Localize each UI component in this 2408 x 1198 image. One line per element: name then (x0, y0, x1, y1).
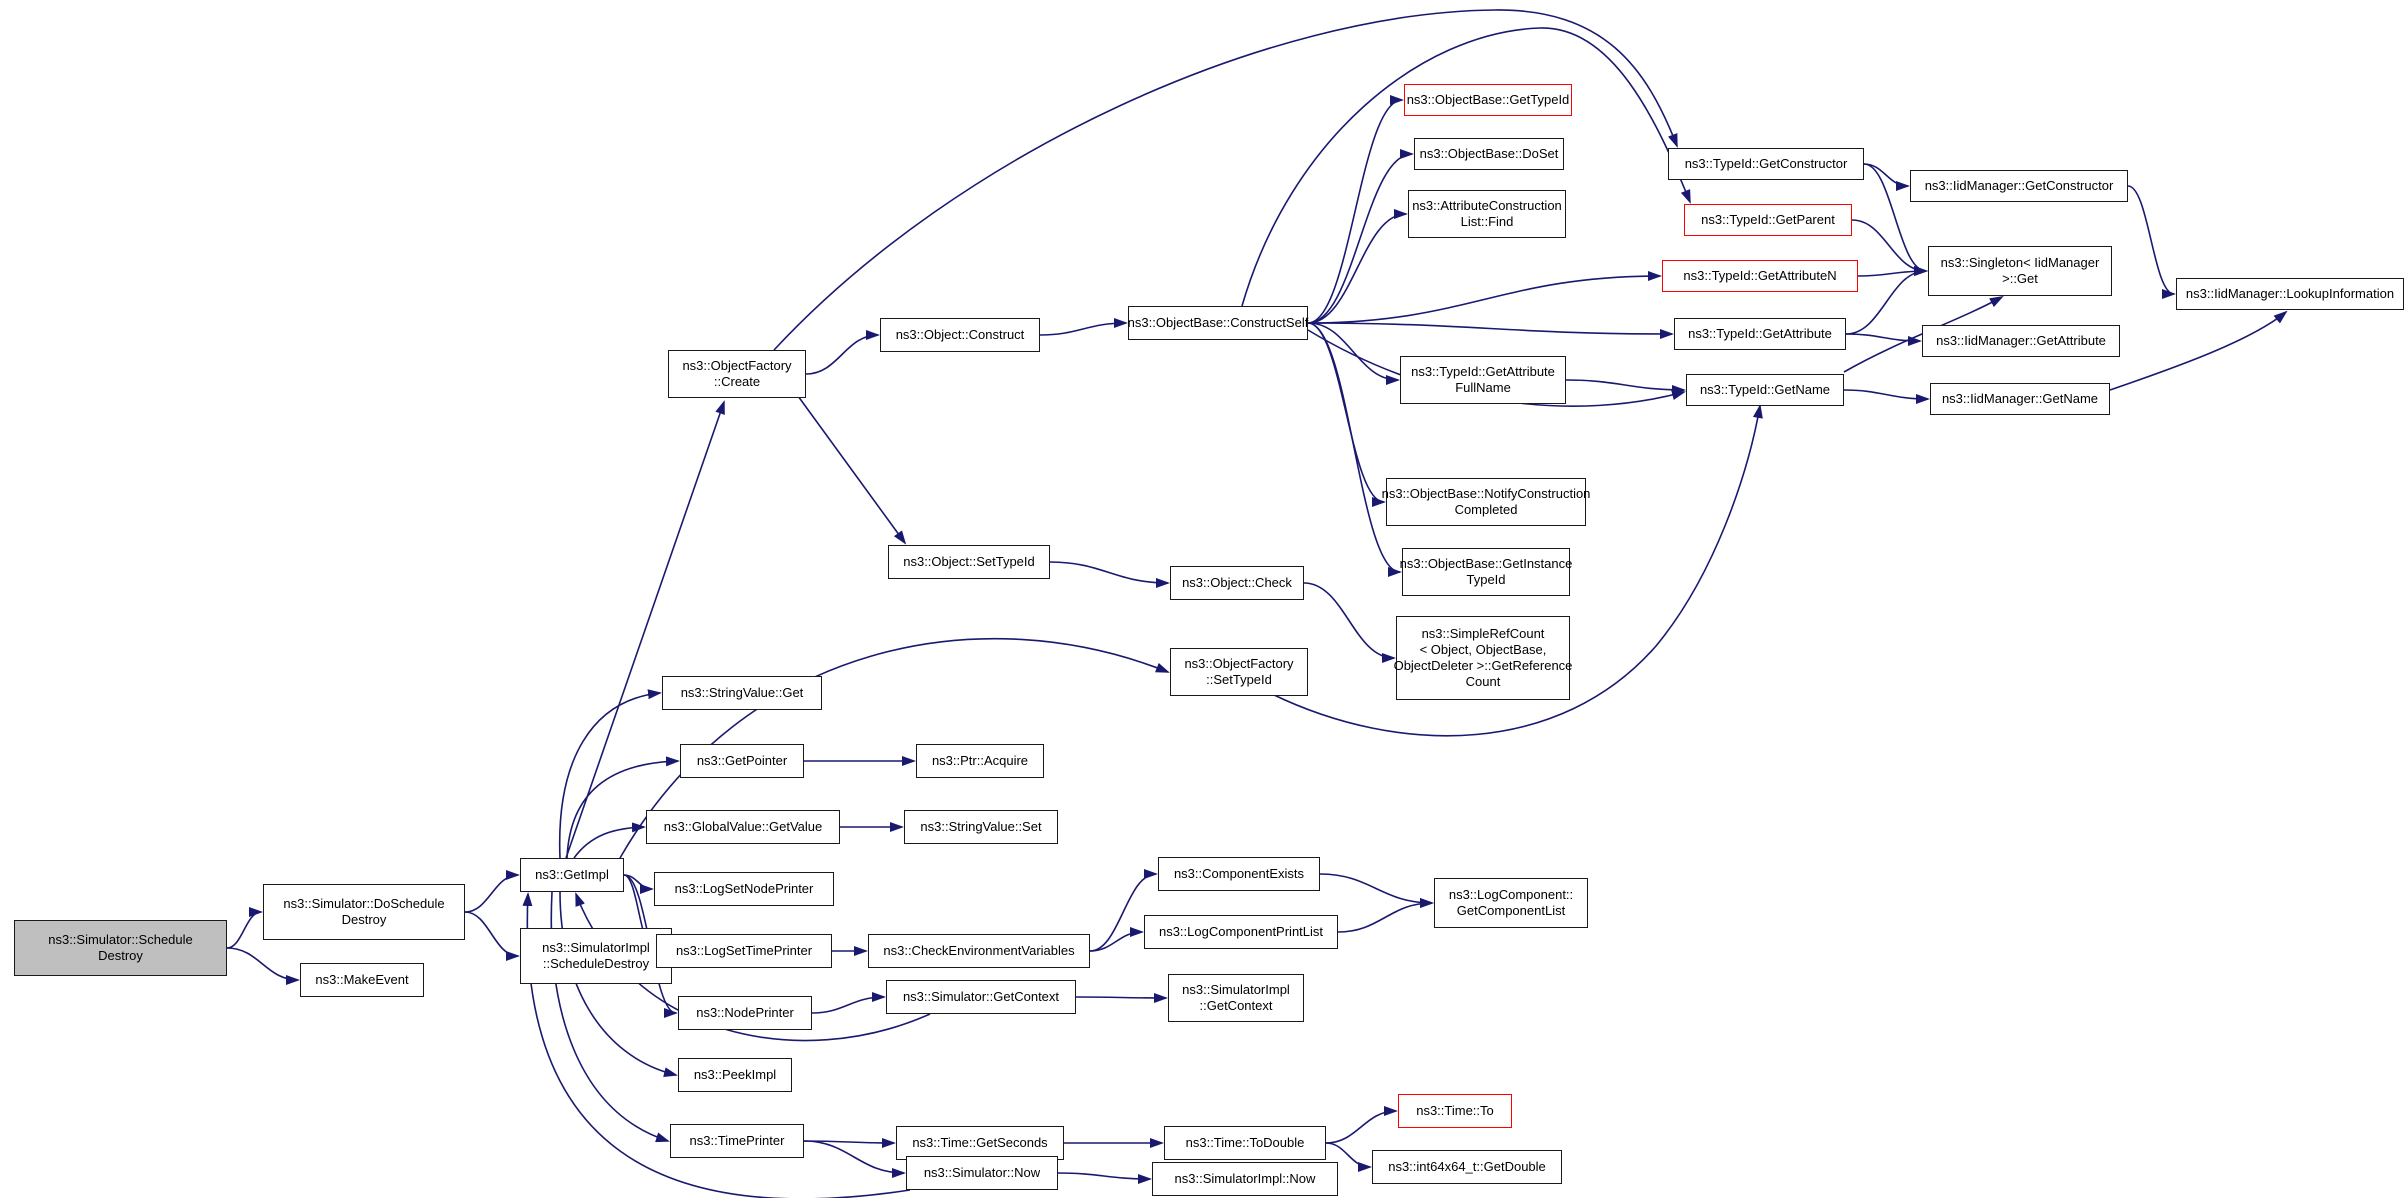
node-label: ns3::IidManager::LookupInformation (2185, 286, 2395, 301)
edge-of-create--tid-getctor (774, 10, 1677, 350)
node-time-printer[interactable] (670, 1124, 804, 1158)
node-get-impl[interactable] (520, 858, 624, 892)
node-label: ns3::ComponentExists (1173, 866, 1305, 881)
node-time-to[interactable] (1398, 1094, 1512, 1128)
edge-schedule-destroy--make-event (227, 948, 298, 980)
node-tid-getctor[interactable] (1668, 148, 1864, 180)
node-iid-getctor[interactable] (1910, 170, 2128, 202)
node-label: ns3::Simulator::DoSchedule (283, 896, 445, 911)
node-label: FullName (1455, 380, 1511, 395)
node-get-pointer[interactable] (680, 744, 804, 778)
node-tid-getparent[interactable] (1684, 204, 1852, 236)
node-label: ns3::Object::SetTypeId (903, 554, 1035, 569)
node-construct-self[interactable] (1128, 306, 1308, 340)
node-label: ns3::Time::ToDouble (1185, 1135, 1305, 1150)
node-of-create[interactable] (668, 350, 806, 398)
node-label: ns3::NodePrinter (696, 1005, 794, 1020)
node-of-settypeid[interactable] (1170, 648, 1308, 696)
node-label: < Object, ObjectBase, (1419, 642, 1547, 657)
node-label: ns3::ObjectFactory (1184, 656, 1294, 671)
node-label: ns3::IidManager::GetName (1941, 391, 2099, 406)
node-label: ns3::TypeId::GetAttribute (1688, 326, 1832, 341)
node-check-env[interactable] (868, 934, 1090, 968)
node-node-printer[interactable] (678, 996, 812, 1030)
edge-obj-construct--construct-self (1040, 323, 1126, 335)
node-label: ns3::ObjectBase::GetTypeId (1406, 92, 1570, 107)
edge-sim-getcontext--simimpl-getcontext (1076, 997, 1166, 998)
edge-tid-getname--iid-getname (1844, 390, 1928, 399)
node-label: TypeId (1466, 572, 1506, 587)
edge-tid-getctor--iid-getctor (1864, 164, 1908, 186)
node-label: ns3::TypeId::GetAttributeN (1683, 268, 1837, 283)
edge-get-impl--gv-getvalue (574, 827, 644, 858)
node-label: ns3::TimePrinter (689, 1133, 785, 1148)
node-label: ns3::GlobalValue::GetValue (663, 819, 823, 834)
node-label: ns3::LogComponentPrintList (1158, 924, 1324, 939)
edge-iid-getctor--lookup-info (2128, 186, 2174, 294)
node-label: ns3::ObjectBase::GetInstance (1399, 556, 1573, 571)
node-log-set-time-printer[interactable] (656, 934, 832, 968)
node-log-set-node-printer[interactable] (654, 872, 834, 906)
node-label: ns3::Object::Construct (895, 327, 1025, 342)
node-label: Destroy (98, 948, 143, 963)
edge-sim-now--simimpl-now (1058, 1173, 1150, 1179)
node-simimpl-getcontext[interactable] (1168, 974, 1304, 1022)
node-sv-set[interactable] (904, 810, 1058, 844)
node-label: GetComponentList (1456, 903, 1566, 918)
edge-construct-self--ob-gettypeid (1308, 100, 1402, 323)
edge-construct-self--tid-getattr (1308, 323, 1672, 334)
node-tid-getattrn[interactable] (1662, 260, 1858, 292)
node-label: ns3::Time::To (1416, 1103, 1494, 1118)
node-label: ns3::ObjectFactory (682, 358, 792, 373)
node-obj-construct[interactable] (880, 318, 1040, 352)
node-label: List::Find (1460, 214, 1514, 229)
edge-of-create--obj-settypeid (798, 396, 905, 543)
node-simimpl-now[interactable] (1152, 1162, 1338, 1196)
node-label: ns3::Simulator::GetContext (902, 989, 1060, 1004)
edge-do-schedule-destroy--simimpl-schedule-destroy (465, 912, 518, 956)
edge-obj-check--simple-refcount (1304, 583, 1394, 658)
node-label: ::Create (713, 374, 761, 389)
edge-iid-getname--lookup-info (2110, 312, 2286, 390)
node-label: ::ScheduleDestroy (542, 956, 650, 971)
node-ob-doset[interactable] (1414, 138, 1564, 170)
node-label: ns3::GetImpl (535, 867, 609, 882)
edge-obj-settypeid--obj-check (1050, 562, 1168, 583)
node-time-todouble[interactable] (1164, 1126, 1326, 1160)
node-ob-getinstancetid[interactable] (1399, 548, 1573, 596)
node-label: Destroy (341, 912, 387, 927)
node-label: ns3::Simulator::Now (923, 1165, 1041, 1180)
node-label: ::GetContext (1199, 998, 1273, 1013)
node-tid-getattrfullname[interactable] (1400, 356, 1566, 404)
edge-schedule-destroy--do-schedule-destroy (227, 912, 261, 948)
node-simimpl-schedule-destroy[interactable] (520, 928, 672, 984)
node-lookup-info[interactable] (2176, 278, 2404, 310)
node-label: Count (1465, 674, 1501, 689)
edge-construct-self--ob-doset (1308, 154, 1412, 323)
node-label: ns3::TypeId::GetConstructor (1684, 156, 1848, 171)
node-label: ns3::PeekImpl (693, 1067, 777, 1082)
node-label: ns3::LogSetNodePrinter (674, 881, 814, 896)
edge-logcomp-printlist--logcomp-getlist (1338, 903, 1432, 932)
node-make-event[interactable] (300, 963, 424, 997)
node-label: ns3::SimpleRefCount (1421, 626, 1545, 641)
node-time-getseconds[interactable] (896, 1126, 1064, 1160)
node-label: ns3::int64x64_t::GetDouble (1388, 1159, 1546, 1174)
node-label: ns3::LogComponent:: (1448, 887, 1574, 902)
node-label: ns3::SimulatorImpl::Now (1174, 1171, 1316, 1186)
node-label: ns3::Singleton< IidManager (1940, 255, 2100, 270)
edge-tid-getattrfullname--tid-getname (1566, 380, 1684, 390)
node-label: ns3::TypeId::GetName (1699, 382, 1831, 397)
node-label: ns3::CheckEnvironmentVariables (883, 943, 1075, 958)
node-tid-getattr[interactable] (1674, 318, 1846, 350)
node-simple-refcount[interactable] (1393, 616, 1573, 700)
node-obj-settypeid[interactable] (888, 545, 1050, 579)
node-ptr-acquire[interactable] (916, 744, 1044, 778)
node-acl-find[interactable] (1408, 190, 1566, 238)
node-label: ns3::LogSetTimePrinter (675, 943, 813, 958)
node-label: ns3::Ptr::Acquire (931, 753, 1029, 768)
node-label: ns3::StringValue::Set (920, 819, 1042, 834)
node-label: >::Get (2002, 271, 2038, 286)
node-schedule-destroy (14, 920, 227, 976)
node-label: ns3::AttributeConstruction (1412, 198, 1562, 213)
edge-construct-self--ob-getinstancetid (1308, 323, 1400, 572)
node-int64-getdouble[interactable] (1372, 1150, 1562, 1184)
node-label: ns3::GetPointer (696, 753, 788, 768)
node-iid-getattr[interactable] (1922, 325, 2120, 357)
node-label: ns3::MakeEvent (315, 972, 409, 987)
node-label: ns3::ObjectBase::ConstructSelf (1127, 315, 1309, 330)
node-label: ns3::Simulator::Schedule (48, 932, 193, 947)
edge-construct-self--acl-find (1308, 214, 1406, 323)
node-sim-getcontext[interactable] (886, 980, 1076, 1014)
node-label: ns3::TypeId::GetParent (1701, 212, 1835, 227)
node-notify-cc[interactable] (1381, 478, 1591, 526)
node-label: ns3::SimulatorImpl (542, 940, 650, 955)
edge-component-exists--logcomp-getlist (1320, 874, 1432, 903)
node-iid-getname[interactable] (1930, 383, 2110, 415)
node-label: ns3::Time::GetSeconds (912, 1135, 1048, 1150)
node-label: ns3::SimulatorImpl (1182, 982, 1290, 997)
node-label: ns3::Object::Check (1182, 575, 1292, 590)
node-label: ns3::ObjectBase::DoSet (1419, 146, 1559, 161)
node-label: ns3::StringValue::Get (680, 685, 804, 700)
node-label: ::SetTypeId (1206, 672, 1272, 687)
edge-time-printer--sim-now (804, 1141, 904, 1173)
edge-time-todouble--time-to (1326, 1111, 1396, 1143)
node-tid-getname[interactable] (1686, 374, 1844, 406)
node-label: ns3::IidManager::GetAttribute (1936, 333, 2106, 348)
node-gv-getvalue[interactable] (646, 810, 840, 844)
node-singleton-get[interactable] (1928, 246, 2112, 296)
node-logcomp-getlist[interactable] (1434, 878, 1588, 928)
node-do-schedule-destroy[interactable] (263, 884, 465, 940)
edge-node-printer--sim-getcontext (812, 997, 884, 1013)
node-peek-impl[interactable] (678, 1058, 792, 1092)
edge-tid-getattr--singleton-get (1846, 271, 1926, 334)
node-label: ns3::IidManager::GetConstructor (1924, 178, 2114, 193)
node-ob-gettypeid[interactable] (1404, 84, 1572, 116)
node-label: Completed (1454, 502, 1518, 517)
node-label: ns3::TypeId::GetAttribute (1411, 364, 1555, 379)
edge-do-schedule-destroy--get-impl (465, 875, 518, 912)
node-logcomp-printlist[interactable] (1144, 915, 1338, 949)
node-label: ns3::ObjectBase::NotifyConstruction (1381, 486, 1591, 501)
node-obj-check[interactable] (1170, 566, 1304, 600)
edge-of-create--obj-construct (806, 335, 878, 374)
node-sv-get[interactable] (662, 676, 822, 710)
node-sim-now[interactable] (906, 1156, 1058, 1190)
node-component-exists[interactable] (1158, 857, 1320, 891)
node-label: ObjectDeleter >::GetReference (1393, 658, 1573, 673)
edge-get-impl--of-create (566, 402, 724, 858)
edge-construct-self--tid-getattrn (1308, 276, 1660, 323)
